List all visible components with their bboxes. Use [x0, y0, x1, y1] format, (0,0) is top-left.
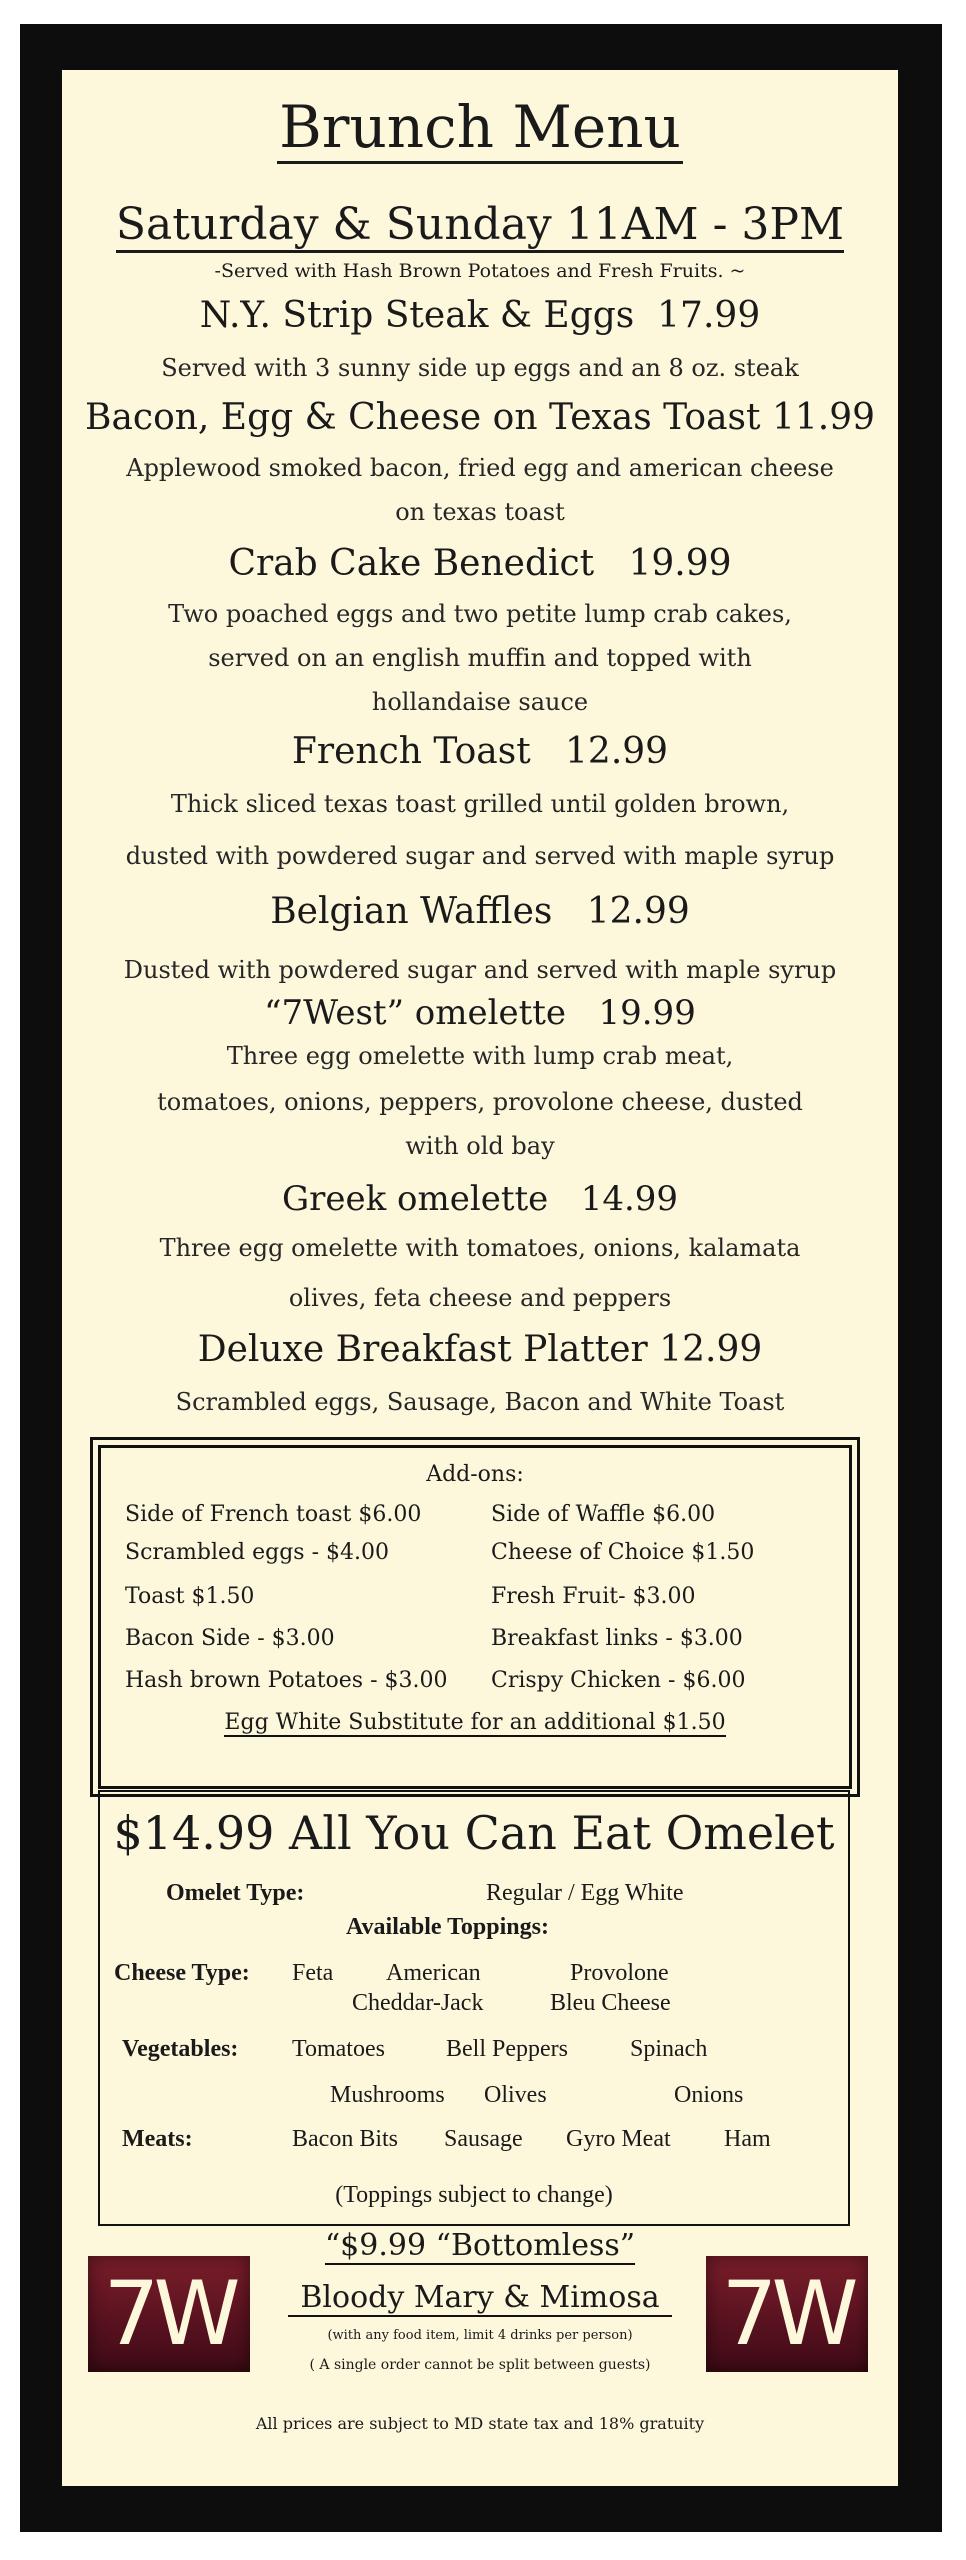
cheese-label: Cheese Type:	[114, 1960, 250, 1986]
toppings-label: Available Toppings:	[346, 1914, 549, 1940]
menu-title: Brunch Menu	[62, 90, 898, 164]
addon-item: Bacon Side - $3.00	[125, 1626, 335, 1651]
frame-bottom	[20, 2486, 942, 2532]
menu-item-desc: dusted with powdered sugar and served with maple syrup	[125, 842, 835, 870]
meat-option: Bacon Bits	[292, 2126, 398, 2152]
omelet-type-options: Regular / Egg White	[486, 1880, 684, 1906]
menu-item-title: Deluxe Breakfast Platter 12.99	[197, 1329, 763, 1370]
logo-7w-right: 7W	[706, 2256, 868, 2372]
menu-item-title: “7West” omelette 19.99	[264, 993, 696, 1033]
bottomless-price: “$9.99 “Bottomless”	[324, 2228, 636, 2263]
addon-item: Hash brown Potatoes - $3.00	[125, 1668, 448, 1693]
addons-box	[98, 1445, 852, 1789]
menu-hours: Saturday & Sunday 11AM - 3PM	[62, 196, 898, 254]
menu-item-desc: tomatoes, onions, peppers, provolone cheese, dusted	[157, 1088, 803, 1116]
addon-item: Side of Waffle $6.00	[491, 1502, 716, 1527]
vegetable-option: Spinach	[630, 2036, 708, 2062]
addons-note: Egg White Substitute for an additional $1.50	[224, 1710, 726, 1735]
cheese-option: Provolone	[570, 1960, 669, 1986]
menu-item-title: N.Y. Strip Steak & Eggs 17.99	[199, 295, 761, 336]
menu-item-desc: Three egg omelette with tomatoes, onions, kalamata	[159, 1234, 801, 1262]
vegetables-label: Vegetables:	[122, 2036, 239, 2062]
menu-item-desc: Applewood smoked bacon, fried egg and american cheese	[126, 454, 834, 482]
addon-item: Fresh Fruit- $3.00	[491, 1584, 696, 1609]
menu-item-title: Crab Cake Benedict 19.99	[228, 543, 732, 584]
bottomless-drinks: Bloody Mary & Mimosa	[62, 2278, 898, 2318]
menu-item-title: Belgian Waffles 12.99	[270, 891, 690, 932]
addon-item: Crispy Chicken - $6.00	[491, 1668, 746, 1693]
omelet-bar-box	[98, 1790, 850, 2226]
frame-left	[20, 24, 62, 2532]
meat-option: Gyro Meat	[566, 2126, 671, 2152]
addons-title: Add-ons:	[426, 1462, 524, 1487]
menu-item-title: Bacon, Egg & Cheese on Texas Toast 11.99	[84, 397, 875, 438]
bottomless-split-note: ( A single order cannot be split between guests)	[309, 2357, 651, 2373]
menu-item-desc: hollandaise sauce	[371, 688, 589, 716]
logo-7w-left: 7W	[88, 2256, 250, 2372]
menu-item-desc: olives, feta cheese and peppers	[288, 1284, 672, 1312]
vegetable-option: Olives	[484, 2082, 547, 2108]
menu-item-title: Greek omelette 14.99	[281, 1179, 679, 1219]
vegetable-option: Bell Peppers	[446, 2036, 568, 2062]
menu-item-desc: Dusted with powdered sugar and served with maple syrup	[123, 956, 837, 984]
menu-item-desc: with old bay	[405, 1132, 555, 1160]
addon-item: Cheese of Choice $1.50	[491, 1540, 755, 1565]
menu-item-title: French Toast 12.99	[291, 731, 669, 772]
cheese-option: Bleu Cheese	[550, 1990, 671, 2016]
tax-note: All prices are subject to MD state tax and 18% gratuity	[255, 2414, 705, 2433]
menu-item-desc: Served with 3 sunny side up eggs and an 8 oz. steak	[161, 354, 799, 382]
cheese-option: American	[386, 1960, 481, 1986]
menu-item-desc: Three egg omelette with lump crab meat,	[226, 1042, 734, 1070]
menu-item-desc: Two poached eggs and two petite lump crab cakes,	[168, 600, 792, 628]
bottomless-limit: (with any food item, limit 4 drinks per person)	[327, 2328, 633, 2343]
meats-label: Meats:	[122, 2126, 193, 2152]
menu-item-desc: on texas toast	[395, 498, 565, 526]
toppings-note: (Toppings subject to change)	[335, 2182, 613, 2208]
vegetable-option: Mushrooms	[330, 2082, 445, 2108]
served-note: -Served with Hash Brown Potatoes and Fresh Fruits. ~	[214, 260, 746, 282]
addon-item: Side of French toast $6.00	[125, 1502, 422, 1527]
omelet-bar-title: $14.99 All You Can Eat Omelet	[113, 1806, 835, 1860]
cheese-option: Cheddar-Jack	[352, 1990, 484, 2016]
addon-item: Toast $1.50	[125, 1584, 255, 1609]
omelet-type-label: Omelet Type:	[166, 1880, 305, 1906]
menu-item-desc: Thick sliced texas toast grilled until golden brown,	[170, 790, 790, 818]
meat-option: Ham	[724, 2126, 771, 2152]
addon-item: Breakfast links - $3.00	[491, 1626, 743, 1651]
vegetable-option: Onions	[674, 2082, 744, 2108]
cheese-option: Feta	[292, 1960, 334, 1986]
addon-item: Scrambled eggs - $4.00	[125, 1540, 389, 1565]
frame-top	[20, 24, 942, 70]
meat-option: Sausage	[444, 2126, 523, 2152]
menu-item-desc: Scrambled eggs, Sausage, Bacon and White Toast	[175, 1388, 785, 1416]
frame-right	[898, 24, 942, 2532]
menu-item-desc: served on an english muffin and topped with	[208, 644, 752, 672]
vegetable-option: Tomatoes	[292, 2036, 385, 2062]
